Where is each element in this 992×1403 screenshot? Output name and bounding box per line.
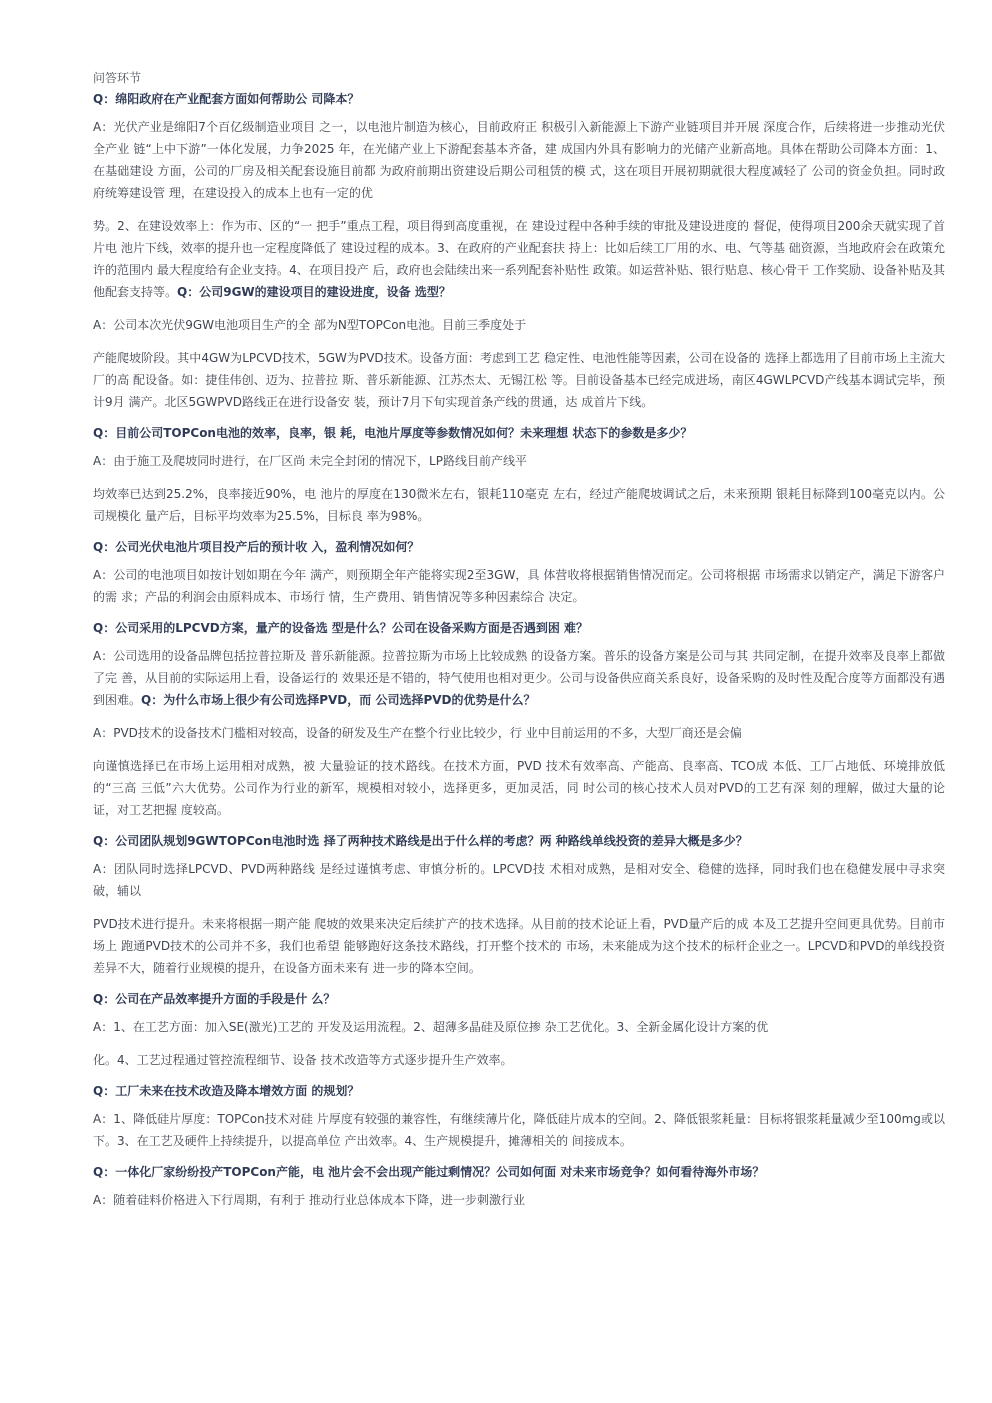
question-text: Q：公司采用的LPCVD方案，量产的设备选 型是什么？公司在设备采购方面是否遇到困 难？ [93, 621, 589, 635]
question [93, 1163, 945, 1181]
question-text: Q：一体化厂家纷纷投产TOPCon产能，电 池片会不会出现产能过剩情况？公司如何面 对未来市场竞争？如何看待海外市场？ [93, 1165, 765, 1179]
answer-text: A：光伏产业是绵阳7个百亿级制造业项目 之一，以电池片制造为核心，目前政府正 积极引入新能源上下游产业链项目并开展 深度合作，后续将进一步推动光伏全产业 链“上中下游”一体化发展，力争2025 年，在光储产业上下游配套基本齐备，建 成国内外具有影响力的光储产业新高地。具体在帮助公司降本方面：1、在基础建设 方面，公司的厂房及相关配套设施目前都 为政府前期出资建设后期公司租赁的模 式，这在项目开展初期就很大程度减轻了 公司的资金负担。同时政府统筹建设管 理，在建设投入的成本上也有一定的优 [93, 120, 945, 200]
answer-paragraph [93, 314, 945, 336]
answer-text: 产能爬坡阶段。其中4GW为LPCVD技术，5GW为PVD技术。设备方面：考虑到工艺 稳定性、电池性能等因素，公司在设备的 选择上都选用了目前市场上主流大厂的高 配设备。如：捷佳伟创、迈为、拉普拉 斯、普乐新能源、江苏杰太、无锡江松 等。目前设备基本已经完成进场，南区4GWLPCVD产线基本调试完毕，预计9月 满产。北区5GWPVD路线正在进行设备安 装，预计7月下旬实现首条产线的贯通，达 成首片下线。 [93, 351, 945, 409]
question-text: Q：目前公司TOPCon电池的效率，良率，银 耗，电池片厚度等参数情况如何？未来理想 状态下的参数是多少？ [93, 426, 693, 440]
answer-text: A：团队同时选择LPCVD、PVD两种路线 是经过谨慎考虑、审慎分析的。LPCVD技 术相对成熟，是相对安全、稳健的选择，同时我们也在稳健发展中寻求突破，辅以 [93, 862, 945, 898]
question [93, 990, 945, 1008]
document-page [93, 69, 945, 1222]
answer-text: 均效率已达到25.2%，良率接近90%，电 池片的厚度在130微米左右，银耗110毫克 左右，经过产能爬坡调试之后，未来预期 银耗目标降到100毫克以内。公司规模化 量产后，目标平均效率为25.5%，目标良 率为98%。 [93, 487, 945, 523]
answer-paragraph [93, 858, 945, 902]
answer-paragraph [93, 564, 945, 608]
answer-paragraph [93, 722, 945, 744]
question [93, 90, 945, 108]
question-text: Q：公司光伏电池片项目投产后的预计收 入，盈利情况如何？ [93, 540, 420, 554]
answer-text: A：随着硅料价格进入下行周期，有利于 推动行业总体成本下降，进一步刺激行业 [93, 1193, 526, 1207]
answer-text: A：PVD技术的设备技术门槛相对较高，设备的研发及生产在整个行业比较少，行 业中目前运用的不多，大型厂商还是会偏 [93, 726, 742, 740]
answer-text: A：1、降低硅片厚度：TOPCon技术对硅 片厚度有较强的兼容性，有继续薄片化，降低硅片成本的空间。2、降低银浆耗量：目标将银浆耗量减少至100mg或以下。3、在工艺及硬件上持续提升，以提高单位 产出效率。4、生产规模提升，摊薄相关的 间接成本。 [93, 1112, 945, 1148]
answer-text: A：公司本次光伏9GW电池项目生产的全 部为N型TOPCon电池。目前三季度处于 [93, 318, 527, 332]
question [93, 832, 945, 850]
question [93, 619, 945, 637]
answer-text: A：公司的电池项目如按计划如期在今年 满产，则预期全年产能将实现2至3GW，具 体营收将根据销售情况而定。公司将根据 市场需求以销定产，满足下游客户的需 求；产品的利润会由原料成本、市场行 情，生产费用、销售情况等多种因素综合 决定。 [93, 568, 945, 604]
question-text: Q：公司在产品效率提升方面的手段是什 么？ [93, 992, 336, 1006]
answer-paragraph [93, 1049, 945, 1071]
answer-text: PVD技术进行提升。未来将根据一期产能 爬坡的效果来决定后续扩产的技术选择。从目前的技术论证上看，PVD量产后的成 本及工艺提升空间更具优势。目前市场上 跑通PVD技术的公司并不多，我们也希望 能够跑好这条技术路线，打开整个技术的 市场，未来能成为这个技术的标杆企业之一。LPCVD和PVD的单线投资差异不大，随着行业规模的提升，在设备方面未来有 进一步的降本空间。 [93, 917, 945, 975]
inline-question: Q：公司9GW的建设项目的建设进度，设备 选型？ [177, 285, 451, 299]
answer-paragraph [93, 645, 945, 711]
answer-paragraph [93, 1108, 945, 1152]
question [93, 424, 945, 442]
answer-paragraph [93, 215, 945, 303]
question-text: Q：公司团队规划9GWTOPCon电池时选 择了两种技术路线是出于什么样的考虑？两 种路线单线投资的差异大概是多少？ [93, 834, 748, 848]
answer-paragraph [93, 450, 945, 472]
answer-paragraph [93, 347, 945, 413]
answer-text: A：1、在工艺方面：加入SE(激光)工艺的 开发及运用流程。2、超薄多晶硅及原位掺 杂工艺优化。3、全新金属化设计方案的优 [93, 1020, 769, 1034]
question [93, 538, 945, 556]
answer-text: A：公司选用的设备品牌包括拉普拉斯及 普乐新能源。拉普拉斯为市场上比较成熟 的设备方案。普乐的设备方案是公司与其 共同定制，在提升效率及良率上都做了完 善，从目前的实际运用上看，设备运行的 效果还是不错的，特气使用也相对更少。公司与设备供应商关系良好，设备采购的及时性及配合度等方面都没有遇到困难。 [93, 649, 945, 707]
question-text: Q：工厂未来在技术改造及降本增效方面 的规划？ [93, 1084, 360, 1098]
answer-paragraph [93, 913, 945, 979]
answer-text: A：由于施工及爬坡同时进行，在厂区尚 未完全封闭的情况下，LP路线目前产线平 [93, 454, 527, 468]
inline-question: Q：为什么市场上很少有公司选择PVD，而 公司选择PVD的优势是什么？ [141, 693, 536, 707]
qa-content [93, 90, 945, 1211]
question [93, 1082, 945, 1100]
answer-text: 化。4、工艺过程通过管控流程细节、设备 技术改造等方式逐步提升生产效率。 [93, 1053, 513, 1067]
answer-text: 势。2、在建设效率上：作为市、区的“一 把手”重点工程，项目得到高度重视，在 建设过程中各种手续的审批及建设进度的 督促，使得项目200余天就实现了首片电 池片下线，效率的提升也一定程度降低了 建设过程的成本。3、在政府的产业配套扶 持上：比如后续工厂用的水、电、气等基 础资源，当地政府会在政策允许的范围内 最大程度给有企业支持。4、在项目投产 后，政府也会陆续出来一系列配套补贴性 政策。如运营补贴、银行贴息、核心骨干 工作奖励、设备补贴及其他配套支持等。 [93, 219, 945, 299]
answer-paragraph [93, 483, 945, 527]
answer-paragraph [93, 116, 945, 204]
answer-paragraph [93, 755, 945, 821]
answer-text: 向谨慎选择已在市场上运用相对成熟，被 大量验证的技术路线。在技术方面，PVD 技术有效率高、产能高、良率高、TCO成 本低、工厂占地低、环境排放低的“三高 三低”六大优势。公司作为行业的新军，规模相对较小，选择更多，更加灵活，同 时公司的核心技术人员对PVD的工艺有深 刻的理解，做过大量的论证，对工艺把握 度较高。 [93, 759, 945, 817]
question-text: Q：绵阳政府在产业配套方面如何帮助公 司降本？ [93, 92, 360, 106]
answer-paragraph [93, 1016, 945, 1038]
section-title: 问答环节 [93, 71, 142, 85]
answer-paragraph [93, 1189, 945, 1211]
